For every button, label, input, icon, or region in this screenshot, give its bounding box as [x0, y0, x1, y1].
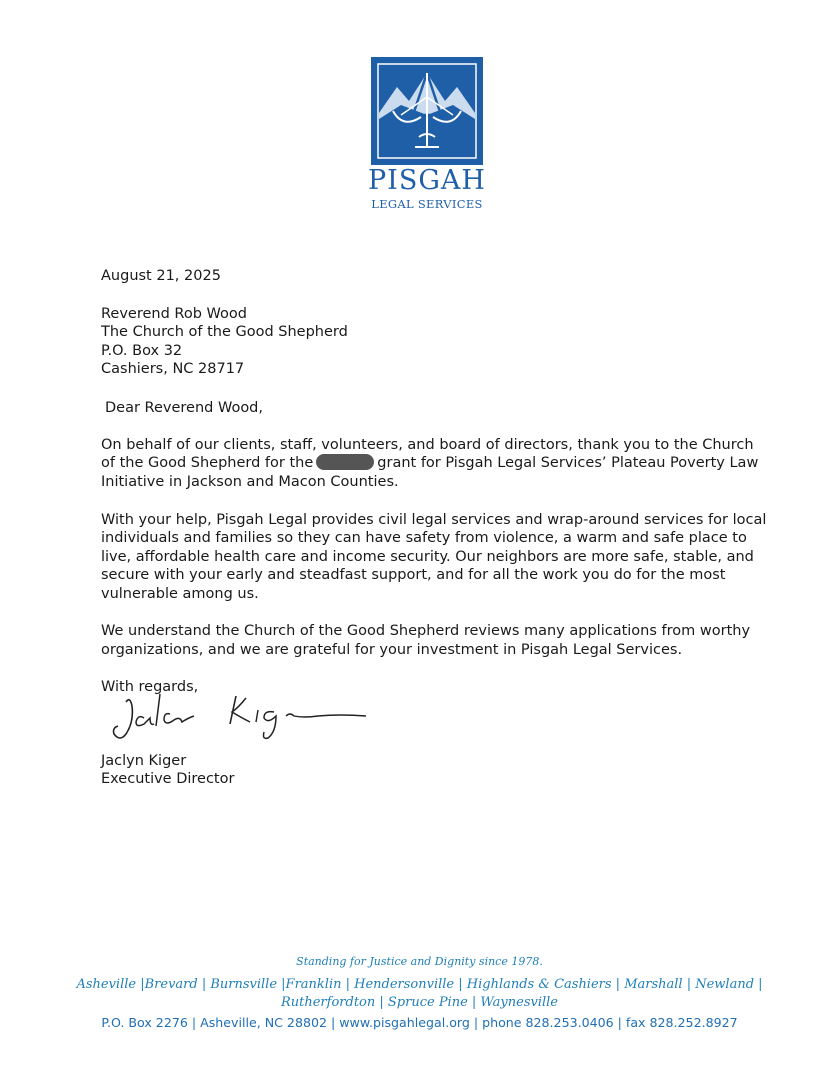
signer-title: Executive Director — [101, 771, 235, 787]
footer-cities-line-1: Asheville |Brevard | Burnsville |Franklin | Hendersonville | Highlands & Cashiers | Marshall | Newland | — [76, 977, 763, 992]
recipient-address-line2: Cashiers, NC 28717 — [101, 361, 245, 377]
letterhead-logo — [368, 57, 486, 212]
footer-cities-line-2: Rutherfordton | Spruce Pine | Waynesville — [280, 995, 559, 1010]
org-subtitle: LEGAL SERVICES — [371, 197, 483, 211]
paragraph-2-line-2: individuals and families so they can have safety from violence, a warm and safe place to — [101, 530, 747, 546]
salutation: Dear Reverend Wood, — [105, 400, 263, 416]
recipient-name: Reverend Rob Wood — [101, 306, 247, 322]
redacted-amount — [316, 454, 374, 470]
paragraph-1-line-1: On behalf of our clients, staff, volunteers, and board of directors, thank you to the Church — [101, 437, 754, 453]
paragraph-1-line-3: Initiative in Jackson and Macon Counties. — [101, 474, 399, 490]
paragraph-1-line-2-start: of the Good Shepherd for the — [101, 455, 314, 471]
paragraph-1-line-2 — [101, 454, 758, 472]
signer-name: Jaclyn Kiger — [101, 753, 187, 769]
footer-tagline: Standing for Justice and Dignity since 1978. — [296, 955, 543, 968]
org-name: PISGAH — [368, 165, 486, 196]
closing: With regards, — [101, 679, 199, 695]
pisgah-mountain-scales-icon — [371, 57, 483, 165]
recipient-organization: The Church of the Good Shepherd — [101, 324, 348, 340]
footer-cities — [0, 976, 839, 1012]
paragraph-1-line-2-end: grant for Pisgah Legal Services’ Plateau Poverty Law — [377, 455, 759, 471]
footer-contact: P.O. Box 2276 | Asheville, NC 28802 | www.pisgahlegal.org | phone 828.253.0406 | fax 828.252.8927 — [101, 1015, 738, 1030]
letter-date: August 21, 2025 — [101, 268, 221, 284]
paragraph-3-line-2: organizations, and we are grateful for your investment in Pisgah Legal Services. — [101, 642, 683, 658]
paragraph-2-line-3: live, affordable health care and income security. Our neighbors are more safe, stable, and — [101, 549, 754, 565]
paragraph-2-line-4: secure with your early and steadfast support, and for all the work you do for the most — [101, 567, 726, 583]
paragraph-2-line-5: vulnerable among us. — [101, 586, 259, 602]
paragraph-3-line-1: We understand the Church of the Good Shepherd reviews many applications from worthy — [101, 623, 751, 639]
recipient-address-line1: P.O. Box 32 — [101, 343, 183, 359]
handwritten-signature — [108, 688, 373, 748]
paragraph-2-line-1: With your help, Pisgah Legal provides civil legal services and wrap-around services for local — [101, 512, 767, 528]
